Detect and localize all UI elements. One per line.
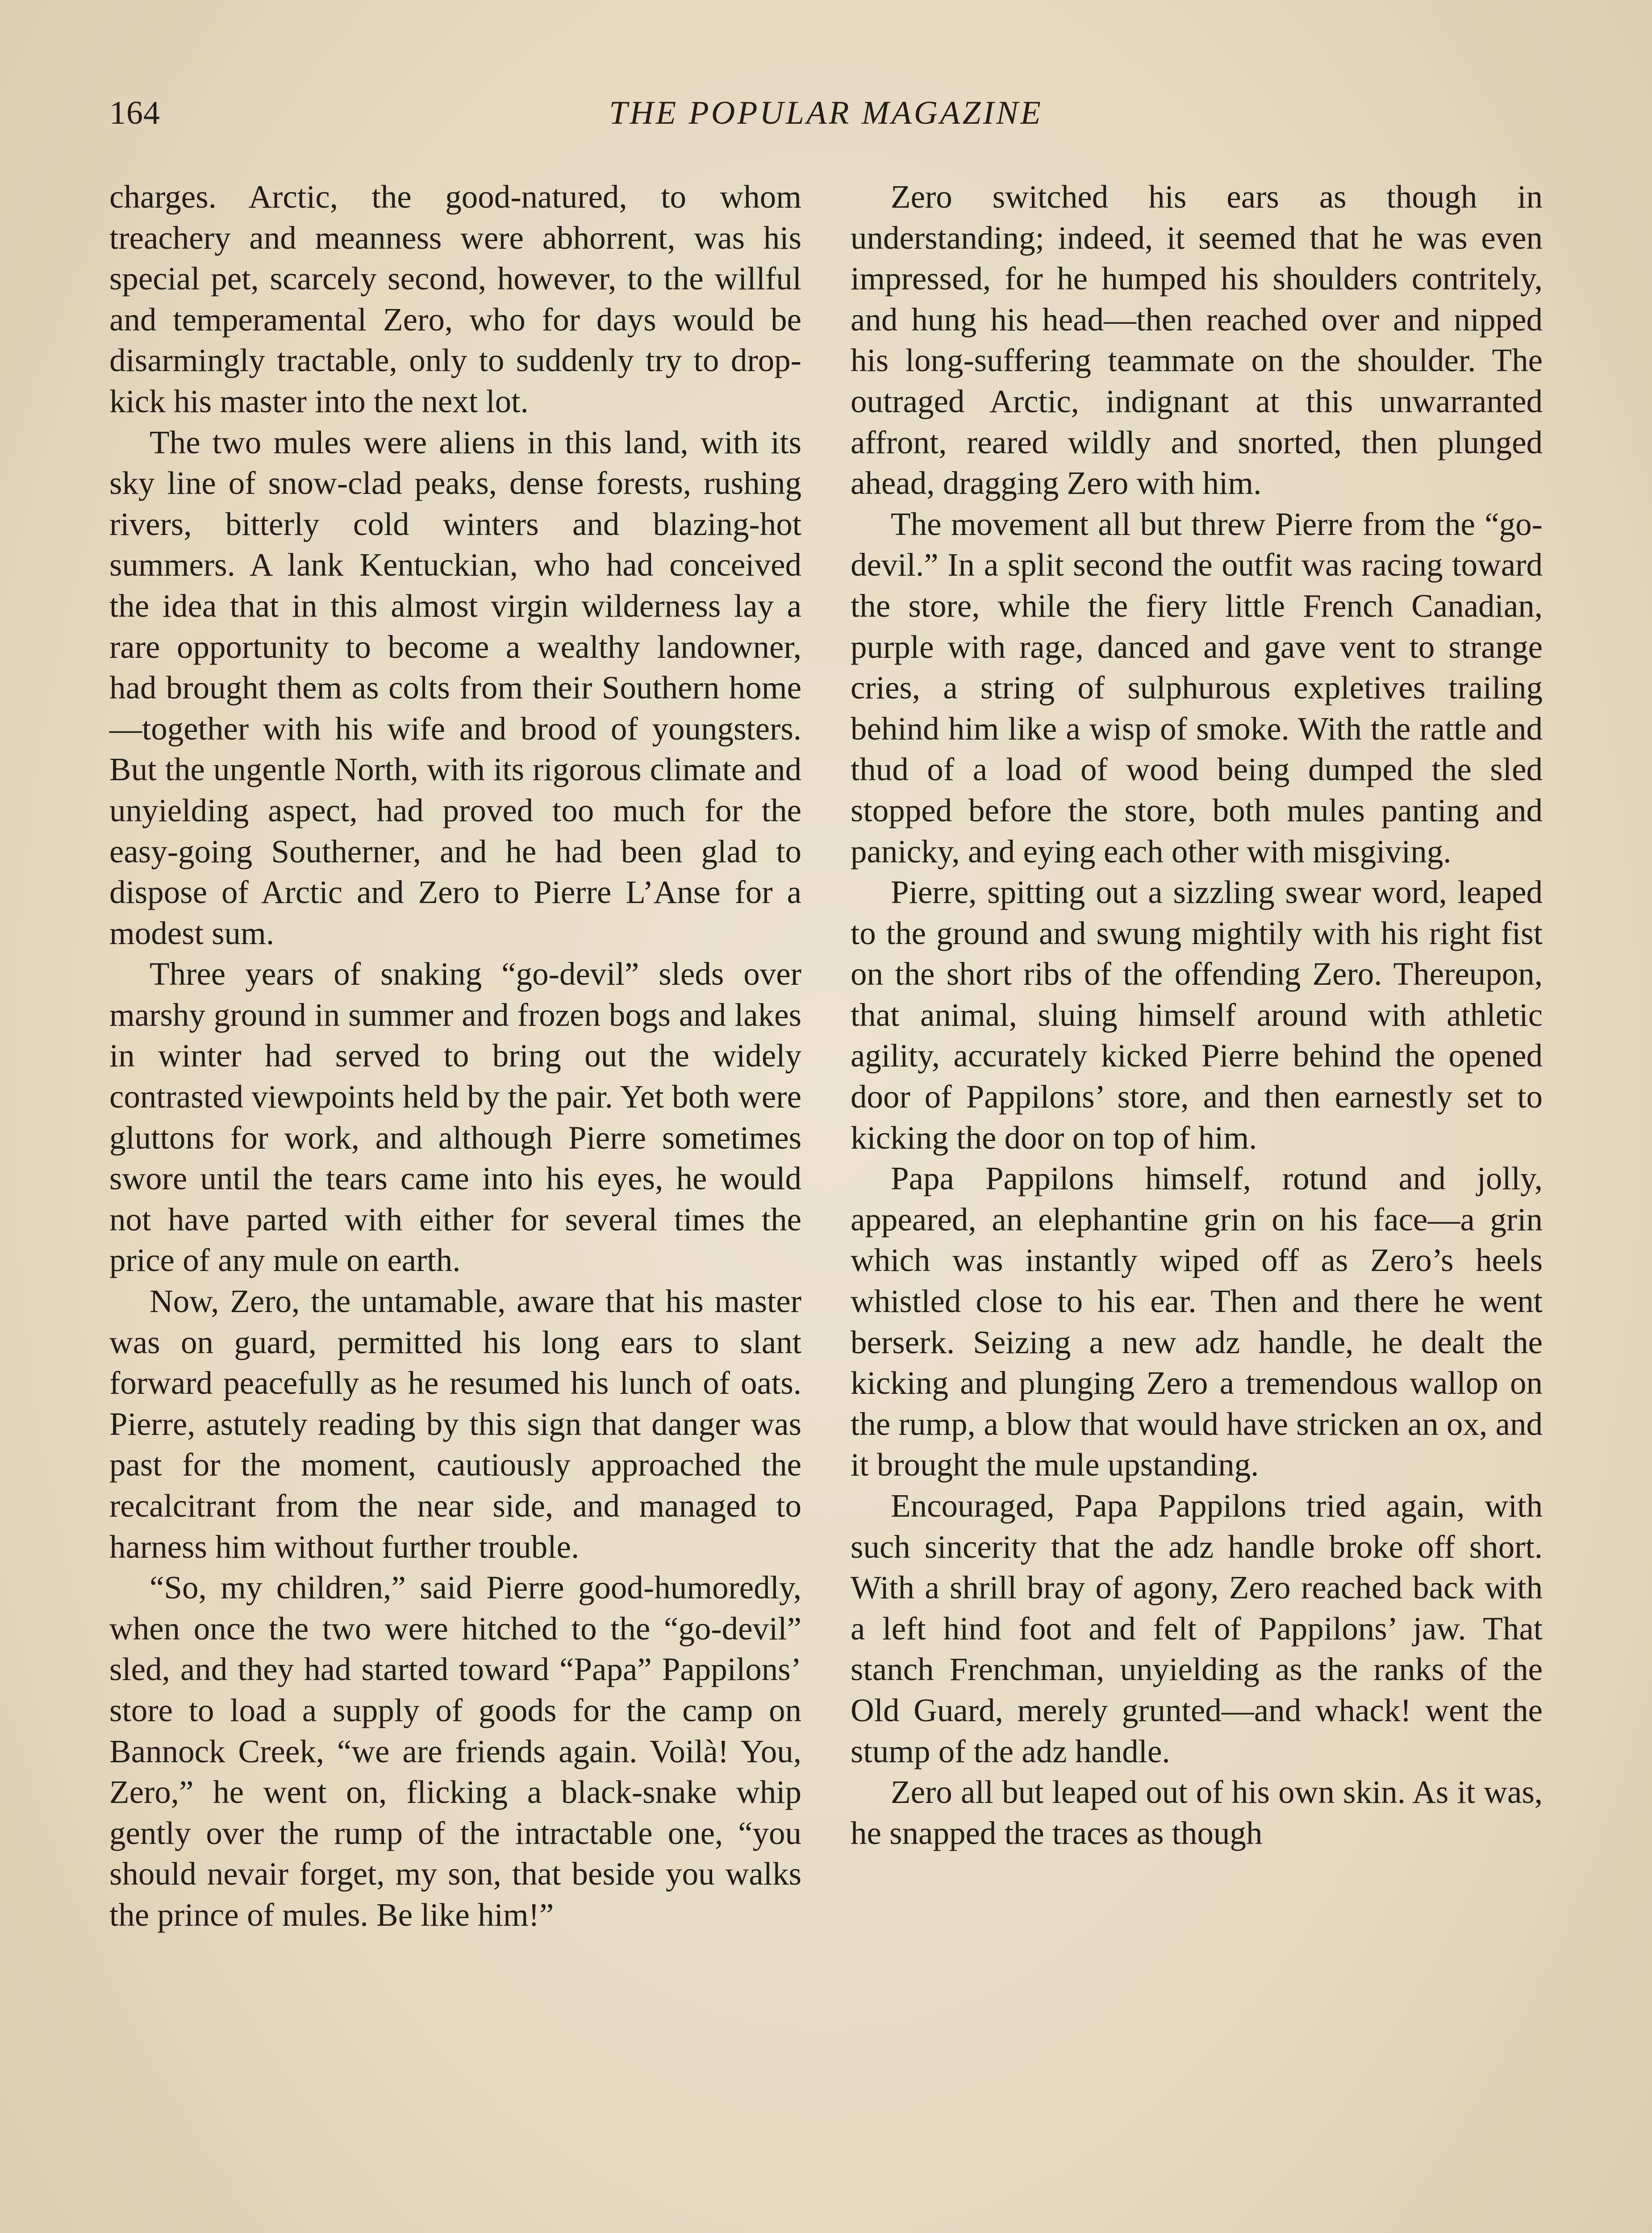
paragraph: “So, my children,” said Pierre good-humoredly, when once the two were hitched to the “go-devil” sled, and they had started toward “Papa” Pappilons’ store to load a supply of goods for the camp on Bannock Creek, “we are friends again. Voilà! You, Zero,” he went on, flicking a black-snake whip gently over the rump of the intractable one, “you should nevair forget, my son, that beside you walks the prince of mules. Be like him!” bbox=[109, 1569, 801, 1933]
paragraph: Encouraged, Papa Pappilons tried again, with such sincerity that the adz handle broke off short. With a shrill bray of agony, Zero reached back with a left hind foot and felt of Pappilons’ jaw. That stanch Frenchman, unyielding as the ranks of the Old Guard, merely grunted—and whack! went the stump of the adz handle. bbox=[851, 1488, 1543, 1769]
paragraph: Pierre, spitting out a sizzling swear word, leaped to the ground and swung mightily with his right fist on the short ribs of the offending Zero. Thereupon, that animal, sluing himself around with athletic agility, accurately kicked Pierre behind the opened door of Pappilons’ store, and then earnestly set to kicking the door on top of him. bbox=[851, 874, 1543, 1156]
paragraph: charges. Arctic, the good-natured, to whom treachery and meanness were abhorrent, was his special pet, scarcely second, however, to the willful and temperamental Zero, who for days would be disarmingly tractable, only to suddenly try to drop-kick his master into the next lot. bbox=[109, 179, 801, 419]
paragraph: The two mules were aliens in this land, with its sky line of snow-clad peaks, dense forests, rushing rivers, bitterly cold winters and blazing-hot summers. A lank Kentuckian, who had conceived the idea that in this almost virgin wilderness lay a rare opportunity to become a wealthy landowner, had brought them as colts from their Southern home—together with his wife and brood of youngsters. But the ungentle North, with its rigorous climate and unyielding aspect, had proved too much for the easy-going Southerner, and he had been glad to dispose of Arctic and Zero to Pierre L’Anse for a modest sum. bbox=[109, 424, 801, 951]
right-column bbox=[851, 176, 1543, 1853]
paragraph: Papa Pappilons himself, rotund and jolly, appeared, an elephantine grin on his face—a grin which was instantly wiped off as Zero’s heels whistled close to his ear. Then and there he went berserk. Seizing a new adz handle, he dealt the kicking and plunging Zero a tremendous wallop on the rump, a blow that would have stricken an ox, and it brought the mule upstanding. bbox=[851, 1160, 1543, 1483]
paragraph: The movement all but threw Pierre from the “go-devil.” In a split second the outfit was racing toward the store, while the fiery little French Canadian, purple with rage, danced and gave vent to strange cries, a string of sulphurous expletives trailing behind him like a wisp of smoke. With the rattle and thud of a load of wood being dumped the sled stopped before the store, both mules panting and panicky, and eying each other with misgiving. bbox=[851, 506, 1543, 870]
paragraph: Zero switched his ears as though in understanding; indeed, it seemed that he was even impressed, for he humped his shoulders contritely, and hung his head—then reached over and nipped his long-suffering teammate on the shoulder. The outraged Arctic, indignant at this unwarranted affront, reared wildly and snorted, then plunged ahead, dragging Zero with him. bbox=[851, 179, 1543, 502]
page-number: 164 bbox=[109, 95, 160, 131]
running-title: THE POPULAR MAGAZINE bbox=[609, 95, 1043, 131]
paragraph: Now, Zero, the untamable, aware that his master was on guard, permitted his long ears to slant forward peacefully as he resumed his lunch of oats. Pierre, astutely reading by this sign that danger was past for the moment, cautiously approached the recalcitrant from the near side, and managed to harness him without further trouble. bbox=[109, 1283, 801, 1565]
paragraph: Three years of snaking “go-devil” sleds over marshy ground in summer and frozen bogs and lakes in winter had served to bring out the widely contrasted viewpoints held by the pair. Yet both were gluttons for work, and although Pierre sometimes swore until the tears came into his eyes, he would not have parted with either for several times the price of any mule on earth. bbox=[109, 956, 801, 1279]
paragraph: Zero all but leaped out of his own skin. As it was, he snapped the traces as though bbox=[851, 1774, 1543, 1851]
left-column bbox=[109, 176, 801, 1936]
